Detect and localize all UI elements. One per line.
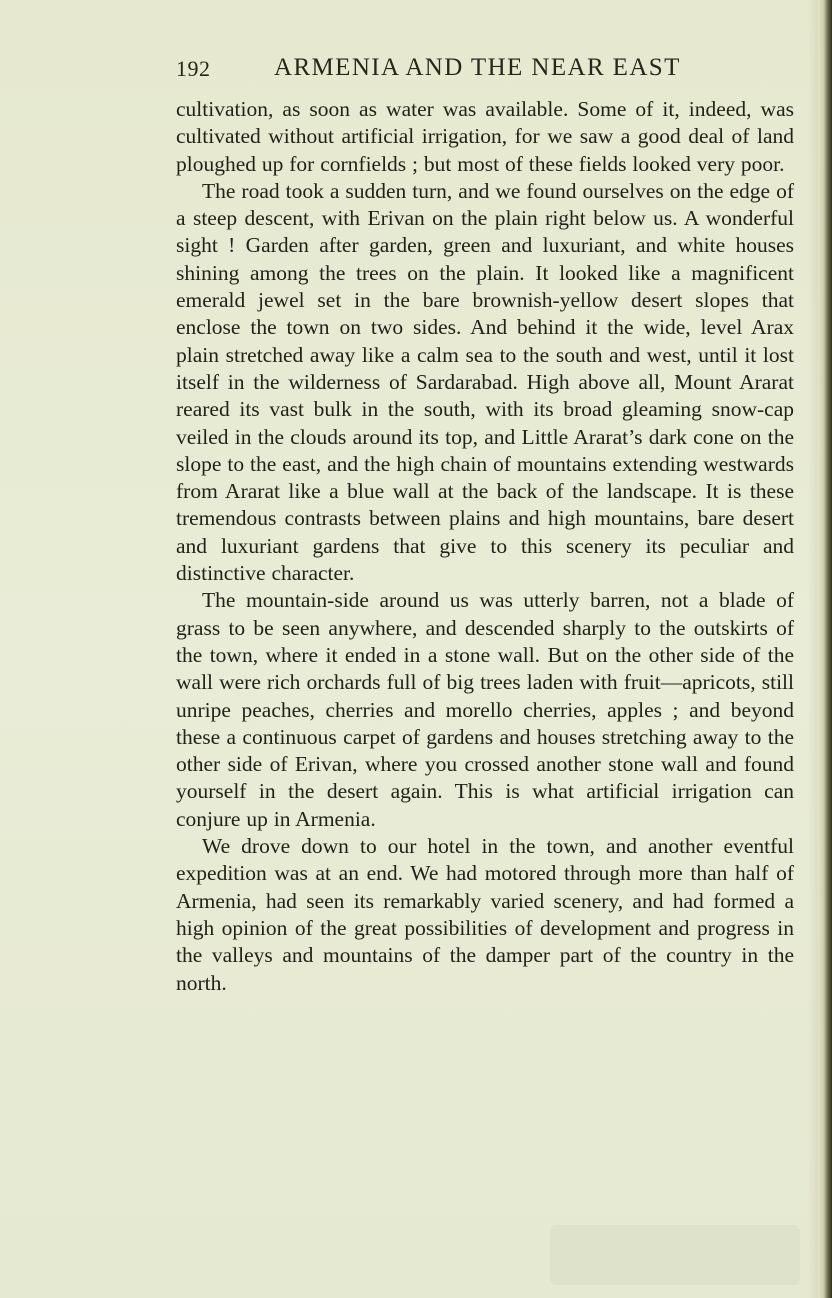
page-stain — [550, 1225, 800, 1285]
page-number: 192 — [176, 56, 211, 81]
page-edge-shadow — [808, 0, 818, 1298]
page-edge — [818, 0, 832, 1298]
body-text — [176, 96, 794, 997]
paragraph: We drove down to our hotel in the town, and another eventful expedition was at an end. We had motored through more than half of Armenia, had seen its remarkably varied scenery, and had formed a high opinion of the great possibilities of development and progress in the valleys and mountains of the damper part of the country in the north. — [176, 834, 794, 995]
paragraph-continued: cultivation, as soon as water was available. Some of it, indeed, was cultivated without artificial irrigation, for we saw a good deal of land ploughed up for cornfields ; but most of these fields looked very poor. — [176, 97, 794, 176]
page-header — [176, 54, 796, 90]
paragraph: The mountain-side around us was utterly barren, not a blade of grass to be seen anywhere, and descended sharply to the outskirts of the town, where it ended in a stone wall. But on the other side of the wall were rich orchards full of big trees laden with fruit—apricots, still unripe peaches, cherries and morello cherries, apples ; and beyond these a continuous carpet of gardens and houses stretching away to the other side of Erivan, where you crossed another stone wall and found yourself in the desert again. This is what artificial irrigation can conjure up in Armenia. — [176, 588, 794, 831]
paragraph: The road took a sudden turn, and we found ourselves on the edge of a steep descent, with Erivan on the plain right below us. A wonderful sight ! Garden after garden, green and luxuriant, and white houses shining among the trees on the plain. It looked like a magnificent emerald jewel set in the bare brownish-yellow desert slopes that enclose the town on two sides. And behind it the wide, level Arax plain stretched away like a calm sea to the south and west, until it lost itself in the wilderness of Sardarabad. High above all, Mount Ararat reared its vast bulk in the south, with its broad gleaming snow-cap veiled in the clouds around its top, and Little Ararat’s dark cone on the slope to the east, and the high chain of mountains extending westwards from Ararat like a blue wall at the back of the landscape. It is these tremendous contrasts between plains and high mountains, bare desert and luxuriant gardens that give to this scenery its peculiar and distinctive character. — [176, 178, 794, 586]
running-title: ARMENIA AND THE NEAR EAST — [274, 54, 681, 81]
